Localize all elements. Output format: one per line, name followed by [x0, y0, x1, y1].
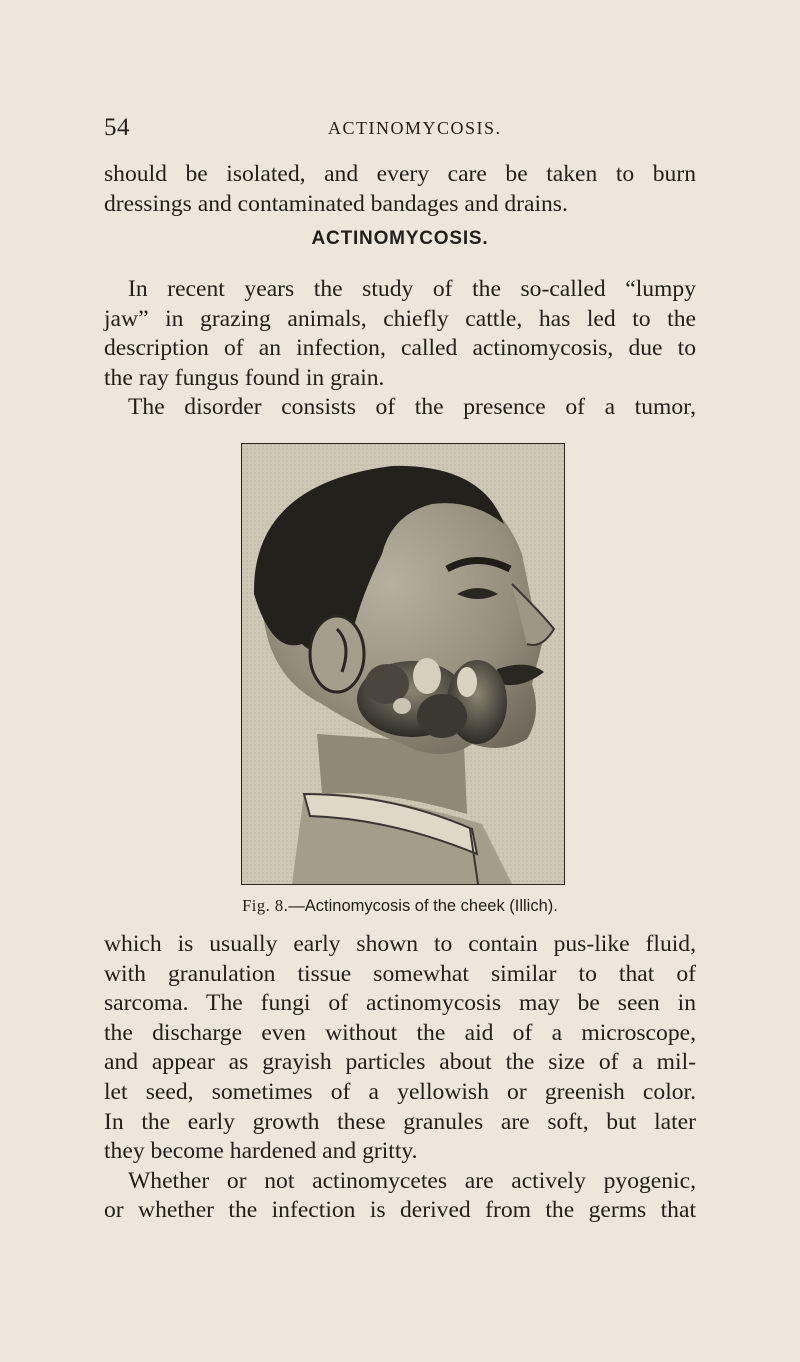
text-line: or whether the infection is derived from the germs that: [104, 1197, 696, 1224]
text-line: and appear as grayish particles about the size of a mil-: [104, 1049, 696, 1076]
text-line: let seed, sometimes of a yellowish or greenish color.: [104, 1078, 696, 1105]
text-line: sarcoma. The fungi of actinomycosis may be seen in: [104, 990, 696, 1017]
figure-caption-text: —Actinomycosis of the cheek (Illich).: [288, 897, 558, 915]
text-line: they become hardened and gritty.: [104, 1138, 418, 1165]
text-line: with granulation tissue somewhat similar to that of: [104, 960, 696, 987]
running-title: ACTINOMYCOSIS.: [328, 118, 502, 138]
text-line: In recent years the study of the so-called “lumpy: [128, 276, 696, 302]
figure-caption: [104, 896, 696, 916]
text-line: The disorder consists of the presence of a tumor,: [128, 394, 696, 421]
page-number: 54: [104, 114, 130, 141]
text-line: the discharge even without the aid of a microscope,: [104, 1019, 696, 1046]
patient-profile-illustration: [242, 444, 564, 884]
paragraph-continued: [104, 160, 696, 219]
text-line: dressings and contaminated bandages and drains.: [104, 190, 568, 217]
section-heading: ACTINOMYCOSIS.: [311, 228, 489, 249]
paragraph-description: [104, 930, 696, 1226]
text-line: jaw” in grazing animals, chiefly cattle, has led to the: [104, 305, 696, 332]
figure-label: Fig. 8.: [242, 896, 289, 915]
text-line: Whether or not actinomycetes are actively pyogenic,: [128, 1167, 696, 1194]
figure-photograph: [241, 443, 565, 885]
paragraph-intro: [104, 275, 696, 423]
running-head: [104, 114, 696, 144]
text-line: description of an infection, called actinomycosis, due to: [104, 335, 696, 362]
text-line: the ray fungus found in grain.: [104, 364, 385, 391]
text-line: In the early growth these granules are soft, but later: [104, 1108, 696, 1135]
text-line: which is usually early shown to contain pus-like fluid,: [104, 931, 696, 957]
text-line: should be isolated, and every care be taken to burn: [104, 161, 696, 187]
